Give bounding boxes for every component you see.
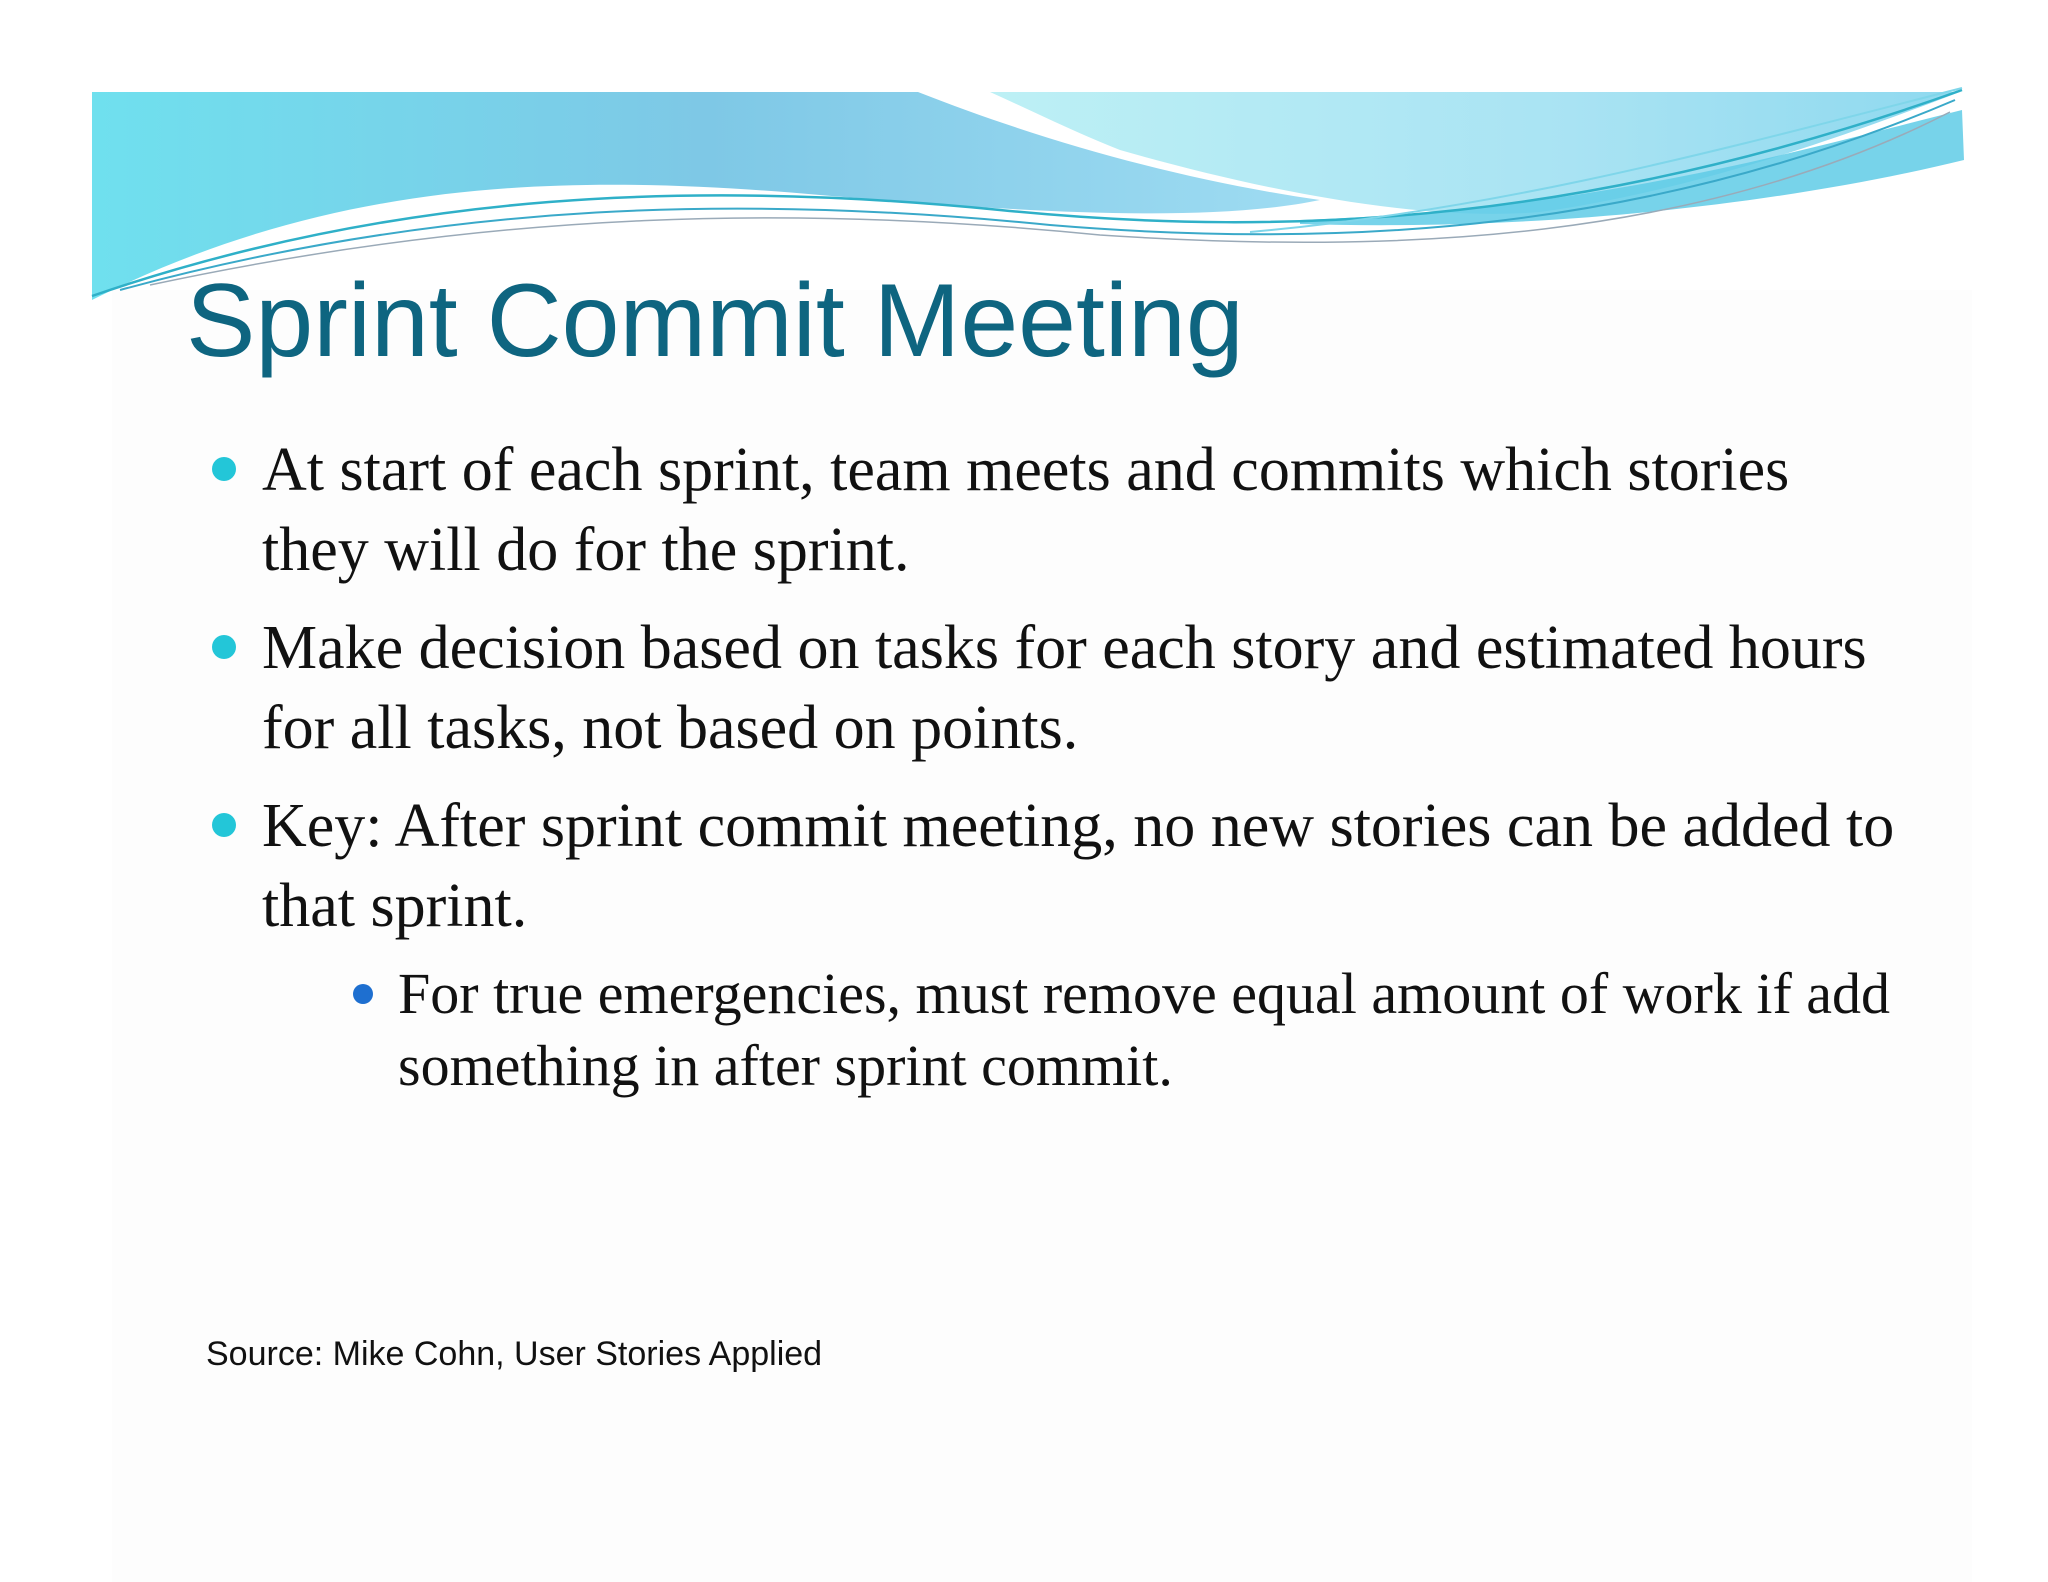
bullet-dot-icon	[212, 457, 236, 481]
bullet-dot-icon	[212, 813, 236, 837]
sub-bullet-text: For true emergencies, must remove equal amount of work if add something in after sprint commit.	[398, 961, 1890, 1098]
bullet-dot-icon	[212, 635, 236, 659]
source-citation: Source: Mike Cohn, User Stories Applied	[206, 1335, 823, 1373]
sub-bullet-item	[262, 958, 1900, 1102]
slide-title: Sprint Commit Meeting	[186, 263, 1244, 379]
bullet-list	[200, 430, 1900, 1120]
bullet-text: Key: After sprint commit meeting, no new stories can be added to that sprint.	[262, 792, 1895, 940]
bullet-item	[200, 430, 1900, 590]
bullet-item	[200, 786, 1900, 1102]
sub-bullet-dot-icon	[353, 984, 373, 1004]
sub-bullet-list	[262, 958, 1900, 1102]
bullet-text: Make decision based on tasks for each story and estimated hours for all tasks, not based on points.	[262, 614, 1867, 762]
bullet-item	[200, 608, 1900, 768]
bullet-text: At start of each sprint, team meets and commits which stories they will do for the sprint.	[262, 436, 1790, 584]
